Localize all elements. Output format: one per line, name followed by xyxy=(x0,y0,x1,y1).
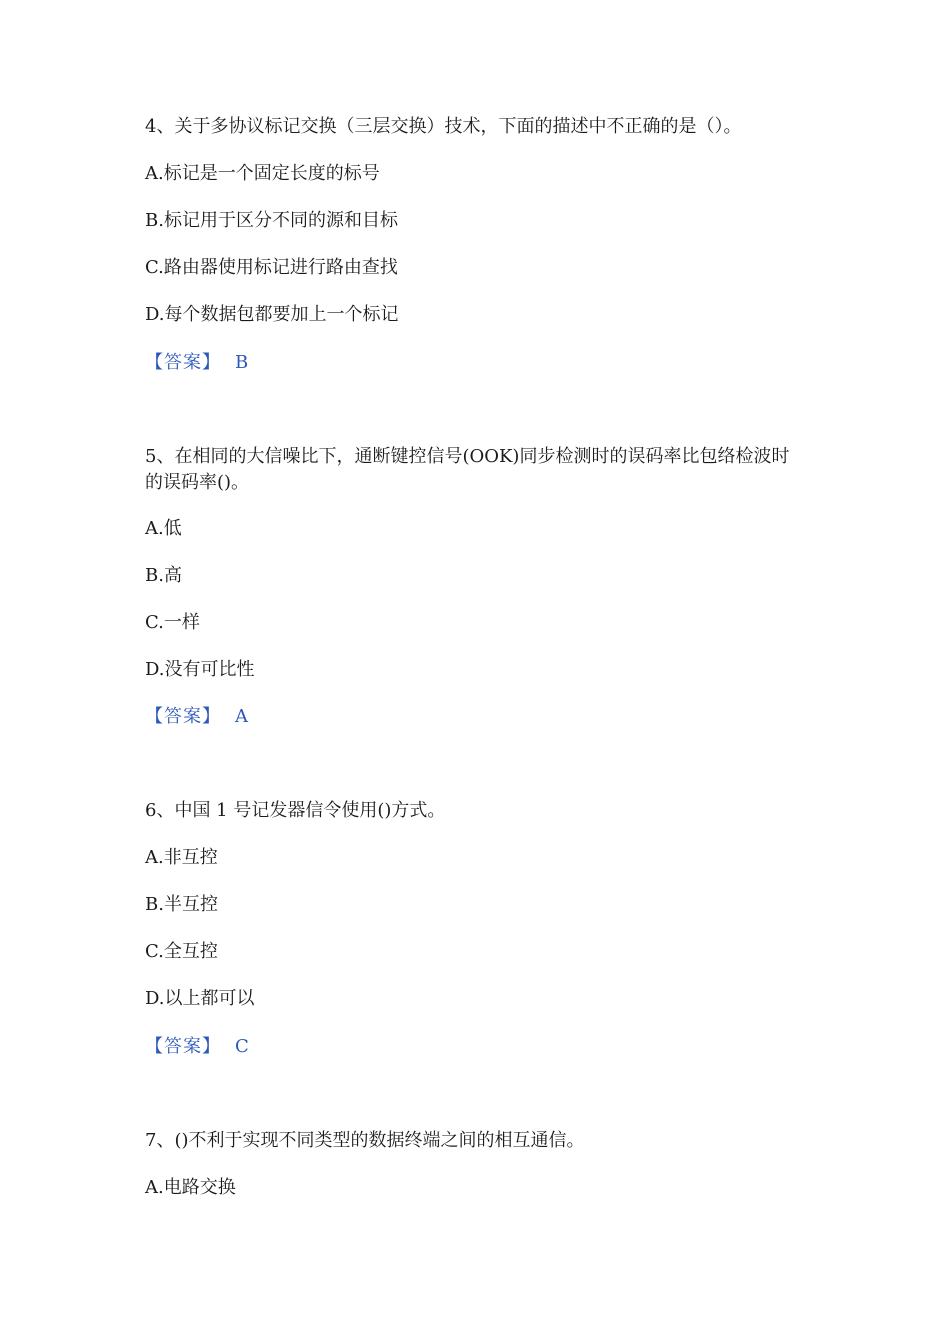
option-c: C.全互控 xyxy=(145,941,218,962)
answer-value: C xyxy=(235,1036,249,1057)
answer-value: B xyxy=(235,352,249,373)
option-d: D.以上都可以 xyxy=(145,988,255,1009)
question-5 xyxy=(145,444,805,727)
question-text: 7、()不利于实现不同类型的数据终端之间的相互通信。 xyxy=(145,1130,585,1151)
question-4 xyxy=(145,114,805,373)
answer xyxy=(145,350,248,376)
question-text: 4、关于多协议标记交换（三层交换）技术，下面的描述中不正确的是（）。 xyxy=(145,116,742,137)
answer-tag: 【答案】 xyxy=(145,352,221,373)
option-d: D.每个数据包都要加上一个标记 xyxy=(145,304,399,325)
answer xyxy=(145,704,248,730)
option-d: D.没有可比性 xyxy=(145,659,255,680)
option-a: A.标记是一个固定长度的标号 xyxy=(145,163,380,184)
option-c: C.一样 xyxy=(145,612,200,633)
question-text: 5、在相同的大信噪比下，通断键控信号(OOK)同步检测时的误码率比包络检波时的误码率()。 xyxy=(145,446,790,493)
answer-value: A xyxy=(235,706,248,727)
question-7 xyxy=(145,1128,805,1198)
option-b: B.半互控 xyxy=(145,894,218,915)
option-a: A.非互控 xyxy=(145,847,218,868)
question-text: 6、中国 1 号记发器信令使用()方式。 xyxy=(145,800,446,821)
option-a: A.电路交换 xyxy=(145,1177,236,1198)
answer-tag: 【答案】 xyxy=(145,1036,221,1057)
option-c: C.路由器使用标记进行路由查找 xyxy=(145,257,398,278)
answer xyxy=(145,1034,249,1060)
option-a: A.低 xyxy=(145,518,182,539)
answer-tag: 【答案】 xyxy=(145,706,221,727)
option-b: B.高 xyxy=(145,565,182,586)
question-6 xyxy=(145,798,805,1057)
option-b: B.标记用于区分不同的源和目标 xyxy=(145,210,398,231)
